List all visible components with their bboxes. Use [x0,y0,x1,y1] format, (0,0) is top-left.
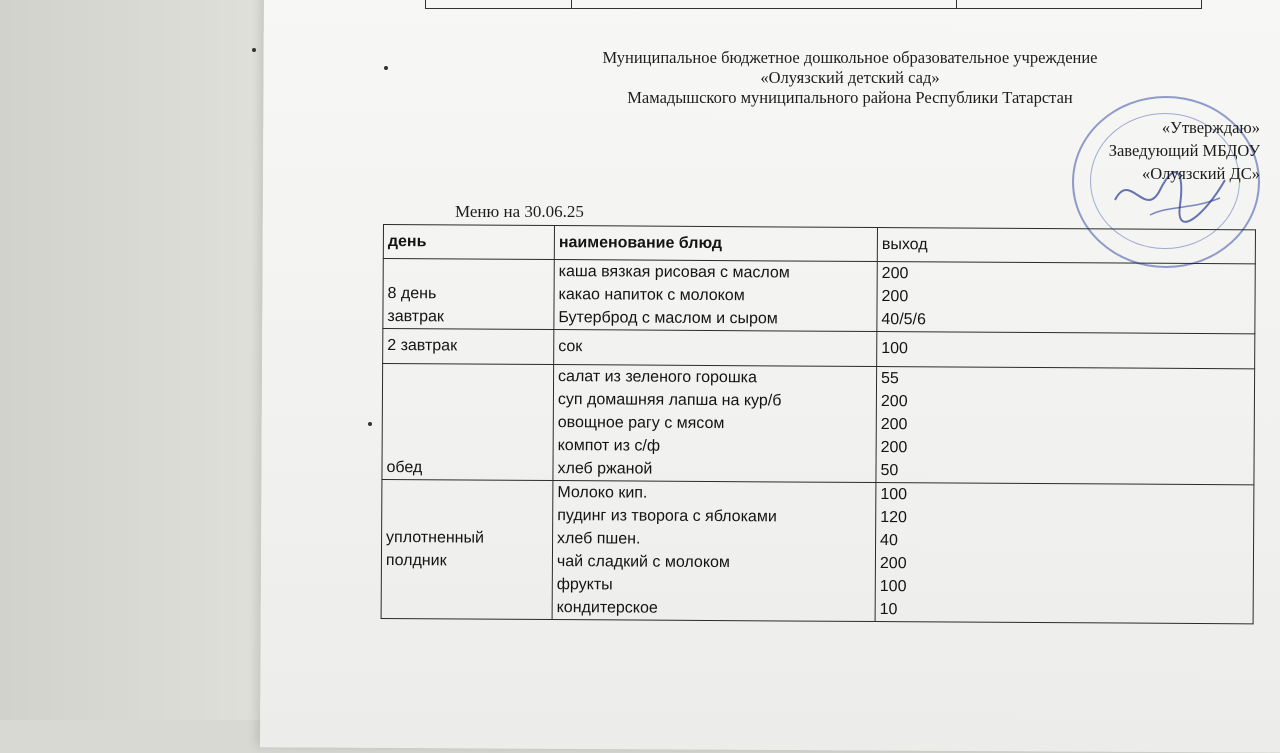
yield-value: 200 [880,439,908,457]
approve-line-1: «Утверждаю» [1161,118,1260,137]
dish-name: овощное рагу с мясом [557,414,725,433]
speck [368,422,372,426]
yield-value: 200 [881,265,909,283]
yield-value: 200 [880,393,908,411]
dish-name: хлеб пшен. [557,530,641,548]
meal-label: полдник [385,552,447,570]
header-line-1: Муниципальное бюджетное дошкольное образовательное учреждение [602,48,1098,67]
dish-name: фрукты [556,576,613,594]
speck [384,66,388,70]
dish-cell [553,365,877,483]
meal-label: завтрак [387,308,445,326]
header-line-2: «Олуязский детский сад» [760,68,940,87]
dish-name: какао напиток с молоком [558,286,745,305]
header-yield: выход [877,228,1255,264]
yield-value: 120 [880,509,907,527]
dish-name: салат из зеленого горошка [558,368,757,387]
dish-name: компот из с/ф [557,437,661,455]
table-row [383,259,1255,334]
meal-cell [382,364,554,481]
meal-cell [383,259,554,330]
yield-cell [876,367,1255,485]
yield-value: 10 [879,601,898,619]
dish-cell [552,481,876,622]
header-day: день [383,225,554,260]
yield-value: 100 [879,578,907,596]
yield-value: 100 [881,340,909,358]
dish-name: кондитерское [556,599,658,617]
dish-name: чай сладкий с молоком [556,553,730,572]
meal-cell [383,329,554,365]
dish-cell [554,330,877,367]
yield-value: 40/5/6 [881,311,926,329]
dish-name: сок [558,338,583,356]
header-dish: наименование блюд [554,226,877,262]
dish-name: Бутерброд с маслом и сыром [558,309,778,328]
dish-name: пудинг из творога с яблоками [557,507,777,526]
table-header-row [383,225,1255,264]
table-row [382,364,1255,485]
approval-block [1060,116,1260,185]
yield-value: 200 [879,555,907,573]
yield-value: 40 [880,532,898,550]
yield-value: 200 [880,416,908,434]
menu-title: Меню на 30.06.25 [455,202,584,221]
dish-name: Молоко кип. [557,484,648,502]
previous-table-edge [425,0,1202,9]
yield-cell [875,483,1254,624]
table-row [383,329,1255,369]
meal-cell [381,479,553,619]
speck [252,48,256,52]
yield-value: 50 [880,462,899,480]
meal-label: уплотненный [386,529,485,547]
dish-name: хлеб ржаной [557,460,653,478]
yield-cell [877,332,1255,369]
yield-value: 55 [881,370,899,388]
dish-name: каша вязкая рисовая с маслом [558,263,790,282]
institution-header [520,48,1180,108]
yield-cell [877,262,1255,334]
approve-line-2: Заведующий МБДОУ [1108,141,1260,160]
meal-label: 8 день [387,285,437,303]
menu-table [381,224,1256,624]
yield-value: 100 [880,486,908,504]
header-line-3: Мамадышского муниципального района Республики Татарстан [627,88,1073,107]
approve-line-3: «Олуязский ДС» [1142,164,1260,183]
meal-label: 2 завтрак [387,337,458,355]
dish-name: суп домашняя лапша на кур/б [557,391,782,410]
yield-value: 200 [881,288,909,306]
table-row [381,479,1254,623]
meal-label: обед [386,459,423,477]
dish-cell [554,260,877,332]
